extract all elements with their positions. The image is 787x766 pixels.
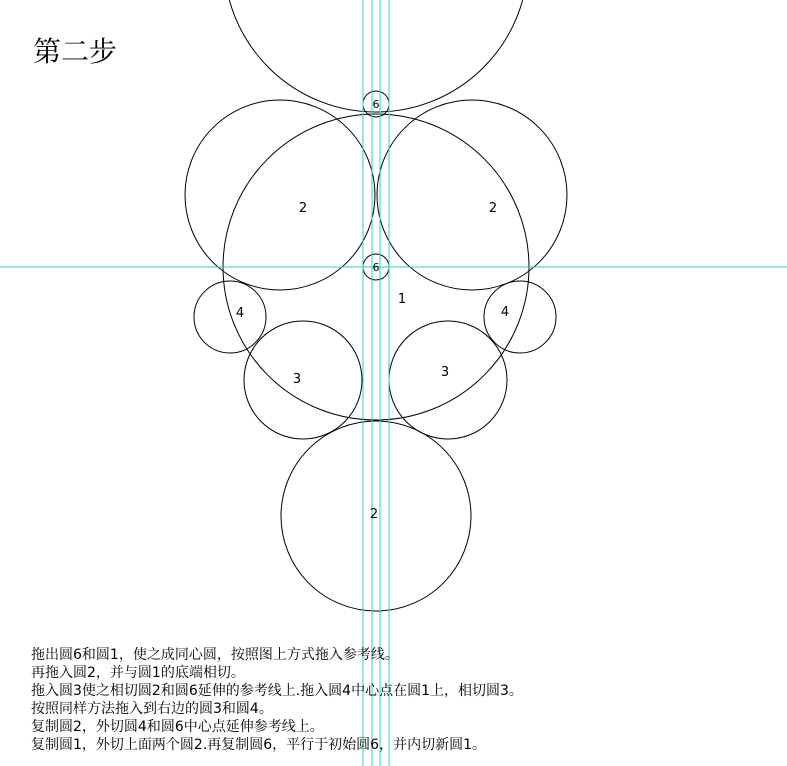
circle-3-left <box>244 321 362 439</box>
label-circle-3-right: 3 <box>440 365 450 380</box>
step-line: 复制圆1，外切上面两个圆2.再复制圆6，平行于初始圆6，并内切新圆1。 <box>31 737 486 753</box>
step-line: 按照同样方法拖入到右边的圆3和圆4。 <box>31 701 273 717</box>
label-circle-4-left: 4 <box>235 306 245 321</box>
label-circle-4-right: 4 <box>500 305 510 320</box>
circle-4-right <box>484 281 556 353</box>
step-line: 拖入圆3使之相切圆2和圆6延伸的参考线上.拖入圆4中心点在圆1上，相切圆3。 <box>31 683 523 699</box>
instructions <box>31 646 771 754</box>
step-line: 拖出圆6和圆1，使之成同心圆，按照图上方式拖入参考线。 <box>31 647 399 663</box>
circle-1-top <box>224 0 528 112</box>
page-title: 第二步 <box>33 35 118 68</box>
step-line: 复制圆2，外切圆4和圆6中心点延伸参考线上。 <box>31 719 324 735</box>
label-circle-6-mid: 6 <box>372 261 380 274</box>
circle-2-right <box>377 100 567 290</box>
label-circle-2-bottom: 2 <box>369 507 379 522</box>
circle-2-left <box>185 100 375 290</box>
label-circle-6-top: 6 <box>372 98 380 111</box>
label-circle-1: 1 <box>397 292 407 307</box>
step-line: 再拖入圆2，并与圆1的底端相切。 <box>31 665 245 681</box>
label-circle-2-right: 2 <box>488 201 498 216</box>
label-circle-3-left: 3 <box>292 372 302 387</box>
circle-3-right <box>389 321 507 439</box>
label-circle-2-left: 2 <box>298 201 308 216</box>
circle-4-left <box>194 281 266 353</box>
